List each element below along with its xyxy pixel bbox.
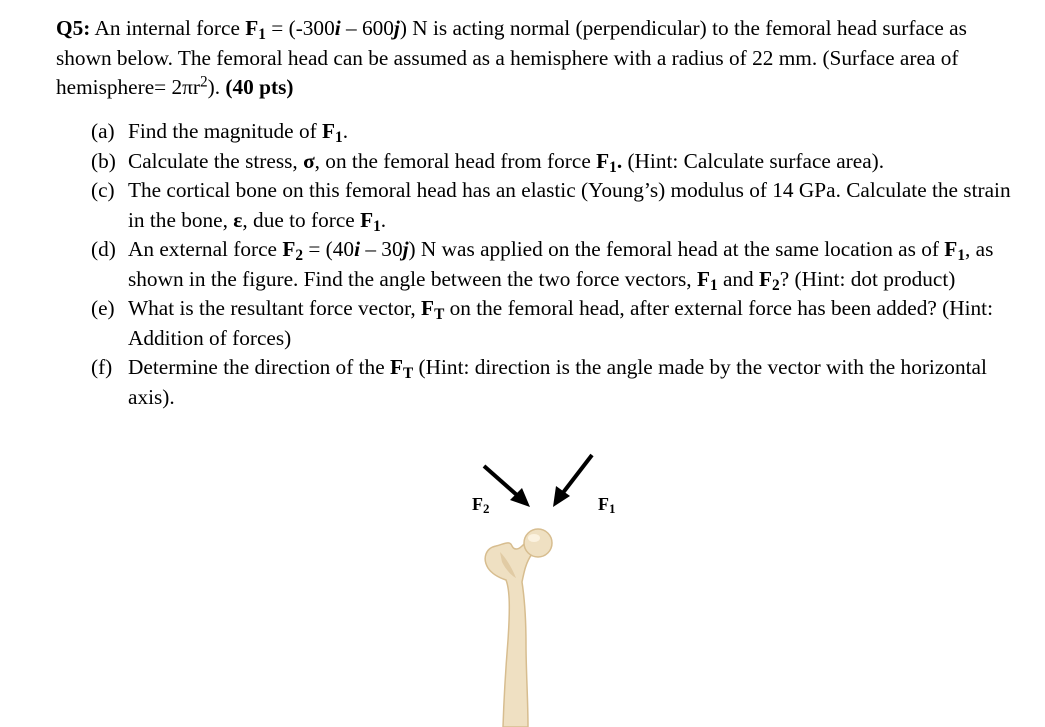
part-label: (f) [91, 355, 113, 379]
part-text: Find the magnitude of $F_1$. [128, 119, 349, 146]
part-text: What is the resultant force vector, $F_T$ on the femoral head, after external force has been added? (Hint: Addition of forces) [128, 296, 994, 350]
femoral-head [524, 529, 552, 557]
force-subscript: 1 [258, 25, 266, 43]
part-label: (d) [91, 237, 116, 261]
question-text: An internal force [90, 16, 246, 40]
question-text: = (-300 [265, 16, 335, 40]
part-text: The cortical bone on this femoral head has an elastic (Young’s) modulus of 14 GPa. Calculate the strain in the bone, ε, due to force $F_1$. [128, 178, 1011, 235]
part-f [91, 353, 1011, 412]
part-text: Calculate the stress, σ, on the femoral head from force $F_1$. (Hint: Calculate surface area). [128, 148, 885, 176]
part-a [91, 117, 1011, 147]
force-arrow-f1-shaft [562, 455, 592, 494]
question-text: ) N is acting normal (perpendicular) to the femoral head surface as shown below. The femoral head can be assumed as a hemisphere with a radius of 22 mm. (Surface area of hemisphere= 2πr [56, 16, 967, 99]
part-label: (b) [91, 148, 116, 173]
femoral-head-highlight [528, 534, 540, 542]
points-label: (40 pts) [225, 75, 294, 99]
part-text: Determine the direction of the $F_T$ (Hint: direction is the angle made by the vector with the horizontal axis). [128, 355, 987, 409]
superscript: 2 [200, 73, 208, 91]
part-label: (a) [91, 119, 115, 143]
unit-vector-i: i [334, 16, 341, 40]
part-label: (c) [91, 178, 115, 202]
part-text: An external force $F_2 = (40i - 30j)$ N was applied on the femoral head at the same location as of $F_1$, as shown in the figure. Find the angle between the two force vectors, $F_1$ and $F_2$? (Hint: dot product) [128, 237, 994, 294]
sub-question-list [91, 117, 1011, 412]
unit-vector-j: j [393, 16, 400, 40]
femur-illustration [440, 450, 640, 727]
part-b [91, 147, 1011, 177]
force-label-f2: $F_2$ [472, 494, 490, 517]
part-d [91, 235, 1011, 294]
question-text: ). [207, 75, 226, 99]
part-e [91, 294, 1011, 353]
femur-figure [440, 450, 640, 727]
question-text: – 600 [340, 16, 394, 40]
question-number: Q5: [56, 16, 91, 40]
force-symbol: F [245, 16, 259, 40]
question-stem [56, 14, 1016, 103]
part-c [91, 176, 1011, 235]
force-arrow-f2-shaft [484, 466, 518, 496]
part-label: (e) [91, 296, 115, 320]
force-label-f1: $F_1$ [598, 494, 616, 517]
